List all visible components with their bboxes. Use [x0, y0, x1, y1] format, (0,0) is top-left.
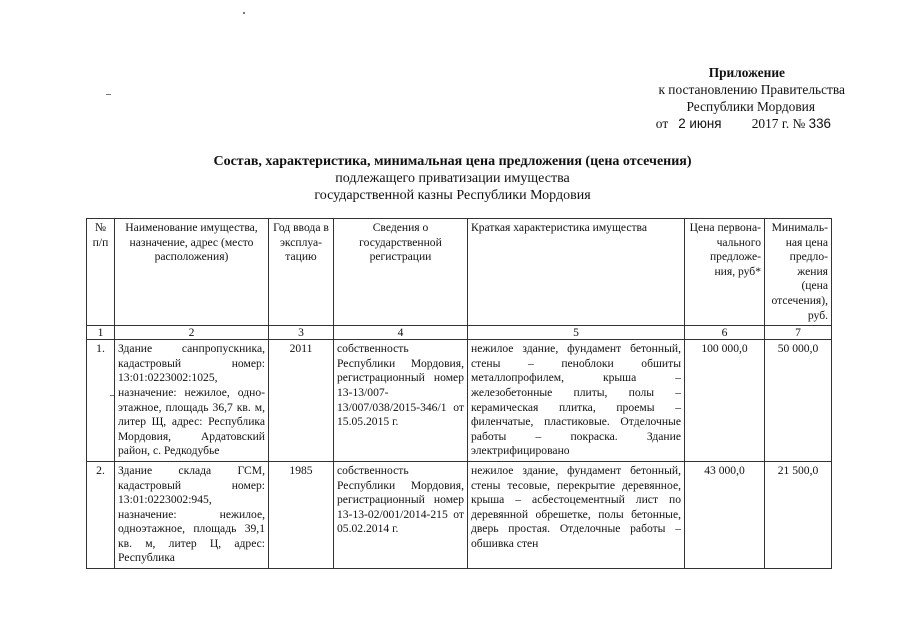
property-registration: собственность Республики Мордовия, регистрационный номер 13-13/007-13/007/038/2015-346/1 от 15.05.2015 г.: [334, 340, 468, 462]
document-title-main: Состав, характеристика, минимальная цена предложения (цена отсечения): [213, 154, 692, 169]
property-name: Здание склада ГСМ, кадастровый номер: 13:01:0223002:945, назначение: нежилое, одноэтажное, площадь 39,1 кв. м, литер Ц, адрес: Республика: [115, 461, 269, 568]
header-min-price: Минималь- ная цена предло- жения (цена отсечения), руб.: [765, 219, 832, 326]
initial-price: 100 000,0: [685, 340, 765, 462]
row-number: 2.: [87, 461, 115, 568]
property-description: нежилое здание, фундамент бетонный, стены тесовые, перекрытие деревянное, крыша – асбестоцементный лист по деревянной обрешетке, полы бетонные, дверь простая. Отделочные работы – обшивка стен: [468, 461, 685, 568]
document-title-line-3: государственной казны Республики Мордовия: [314, 188, 591, 203]
header-initial-price: Цена первона- чального предложе- ния, руб*: [685, 219, 765, 326]
document-title: [0, 153, 905, 204]
column-number: 5: [468, 326, 685, 340]
column-number: 6: [685, 326, 765, 340]
appendix-block: [656, 64, 845, 132]
document-title-line-2: подлежащего приватизации имущества: [335, 171, 570, 186]
minimum-price: 21 500,0: [765, 461, 832, 568]
appendix-title: Приложение: [708, 65, 785, 80]
property-year: 2011: [269, 340, 334, 462]
column-number: 7: [765, 326, 832, 340]
header-number: № п/п: [87, 219, 115, 326]
property-registration: собственность Республики Мордовия, регистрационный номер 13-13-02/001/2014-215 от 05.02.2014 г.: [334, 461, 468, 568]
column-number: 3: [269, 326, 334, 340]
appendix-line-2: Республики Мордовия: [686, 99, 815, 114]
scan-speck: [243, 12, 245, 14]
table-row: [87, 461, 832, 568]
property-year: 1985: [269, 461, 334, 568]
appendix-number: 336: [808, 116, 831, 131]
table-header-row: [87, 219, 832, 326]
appendix-line-1: к постановлению Правительства: [658, 82, 845, 97]
property-table: [86, 218, 832, 569]
header-description: Краткая характеристика имущества: [468, 219, 685, 326]
initial-price: 43 000,0: [685, 461, 765, 568]
column-number: 4: [334, 326, 468, 340]
property-description: нежилое здание, фундамент бетонный, стены – пеноблоки обшиты металлопрофилем, крыша – железобетонные плиты, полы – керамическая плитка, проемы – филенчатые, пластиковые. Отделочные работы – покраска. Здание электрифицировано: [468, 340, 685, 462]
appendix-date-line: [656, 115, 845, 132]
appendix-date: 2 июня: [678, 116, 722, 131]
column-number-row: [87, 326, 832, 340]
column-number: 2: [115, 326, 269, 340]
scan-mark: [106, 94, 111, 95]
property-name: Здание санпропускника, кадастровый номер: 13:01:0223002:1025, назначение: нежилое, одно-этажное, площадь 36,7 кв. м, литер Щ, адрес: Республика Мордовия, Ардатовский район, с. Редкодубье: [115, 340, 269, 462]
column-number: 1: [87, 326, 115, 340]
header-name: Наименование имущества, назначение, адрес (место расположения): [115, 219, 269, 326]
appendix-year: 2017 г. №: [751, 116, 806, 131]
header-registration: Сведения о государственной регистрации: [334, 219, 468, 326]
row-number: 1.: [87, 340, 115, 462]
appendix-date-prefix: от: [655, 116, 669, 131]
table-row: [87, 340, 832, 462]
minimum-price: 50 000,0: [765, 340, 832, 462]
header-year: Год ввода в эксплуа- тацию: [269, 219, 334, 326]
